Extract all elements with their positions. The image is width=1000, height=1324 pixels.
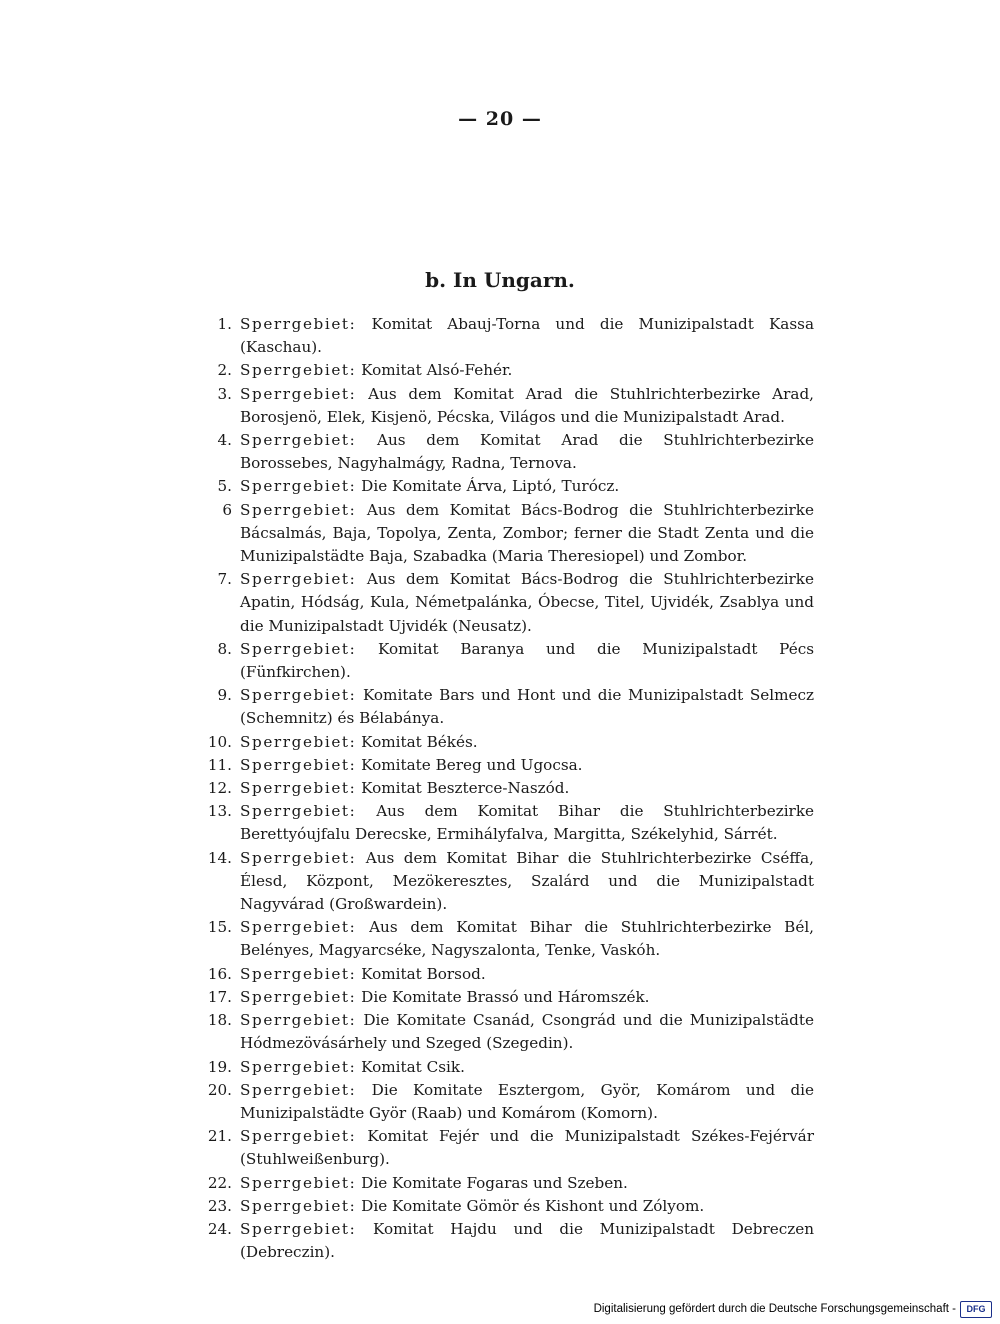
list-item	[196, 313, 814, 359]
entry-text: Aus dem Komitat Bács-Bodrog die Stuhlrichterbezirke Bácsalmás, Baja, Topolya, Zenta, Zombor; ferner die Stadt Zenta und die Munizipalstädte Baja, Szabadka (Maria Theresiopel) und Zombor.	[240, 500, 815, 566]
entry-text: Aus dem Komitat Arad die Stuhlrichterbezirke Arad, Borosjenö, Elek, Kisjenö, Pécska, Világos und die Munizipalstadt Arad.	[240, 384, 814, 426]
entry-text: Komitat Csik.	[361, 1057, 465, 1076]
entry-text: Die Komitate Esztergom, Györ, Komárom und die Munizipalstädte Györ (Raab) und Komárom (Komorn).	[240, 1080, 815, 1122]
entry-text: Die Komitate Árva, Liptó, Turócz.	[361, 477, 620, 496]
entry-text: Komitat Hajdu und die Munizipalstadt Debreczen (Debreczin).	[240, 1219, 814, 1262]
list-item	[196, 568, 814, 638]
entry-number: 16.	[207, 964, 232, 983]
list-item	[196, 777, 814, 800]
entry-number: 6	[222, 500, 232, 519]
entry-number: 5.	[217, 477, 232, 496]
list-item	[196, 916, 814, 962]
entry-number: 1.	[217, 315, 232, 333]
entry-label: Sperrgebiet:	[240, 431, 357, 450]
entry-label: Sperrgebiet:	[240, 964, 357, 983]
list-item	[196, 1195, 814, 1218]
list-item	[196, 499, 814, 569]
list-item	[196, 383, 814, 429]
entry-text: Komitat Abauj-Torna und die Munizipalstadt Kassa (Kaschau).	[240, 315, 814, 357]
entry-label: Sperrgebiet:	[240, 500, 357, 519]
list-item	[196, 638, 814, 684]
entry-text: Komitat Alsó-Fehér.	[361, 361, 513, 380]
entry-text: Komitat Békés.	[361, 732, 478, 751]
entry-text: Komitat Borsod.	[361, 964, 486, 983]
entry-text: Komitat Baranya und die Munizipalstadt Pécs (Fünfkirchen).	[240, 639, 814, 682]
entry-number: 11.	[207, 755, 232, 774]
entry-label: Sperrgebiet:	[240, 1011, 357, 1030]
entry-list	[196, 313, 814, 1264]
entry-label: Sperrgebiet:	[240, 1057, 357, 1076]
entry-number: 7.	[217, 570, 232, 589]
entry-text: Komitat Beszterce-Naszód.	[361, 779, 570, 798]
entry-number: 17.	[207, 987, 232, 1006]
entry-label: Sperrgebiet:	[240, 755, 357, 774]
entry-number: 22.	[207, 1173, 232, 1192]
entry-label: Sperrgebiet:	[240, 987, 357, 1006]
entry-text: Aus dem Komitat Bihar die Stuhlrichterbezirke Bél, Belényes, Magyarcséke, Nagyszalonta, Tenke, Vaskóh.	[240, 918, 814, 960]
list-item	[196, 1009, 814, 1055]
entry-label: Sperrgebiet:	[240, 779, 357, 798]
entry-text: Die Komitate Fogaras und Szeben.	[361, 1173, 628, 1192]
entry-text: Komitate Bars und Hont und die Munizipalstadt Selmecz (Schemnitz) és Bélabánya.	[240, 686, 814, 728]
entry-label: Sperrgebiet:	[240, 384, 357, 403]
entry-label: Sperrgebiet:	[240, 361, 357, 380]
entry-number: 12.	[207, 779, 232, 798]
entry-label: Sperrgebiet:	[240, 1127, 357, 1146]
entry-number: 20.	[207, 1080, 232, 1099]
entry-text: Die Komitate Brassó und Háromszék.	[361, 987, 650, 1006]
section-heading: b. In Ungarn.	[425, 268, 575, 292]
list-item	[196, 847, 814, 917]
entry-number: 19.	[207, 1057, 232, 1076]
entry-label: Sperrgebiet:	[240, 477, 357, 496]
entry-label: Sperrgebiet:	[240, 1219, 357, 1238]
entry-text: Aus dem Komitat Bihar die Stuhlrichterbezirke Cséffa, Élesd, Központ, Mezökeresztes, Szalárd und die Munizipalstadt Nagyvárad (Großwardein).	[240, 848, 814, 914]
list-item	[196, 359, 814, 382]
entry-text: Aus dem Komitat Bács-Bodrog die Stuhlrichterbezirke Apatin, Hódság, Kula, Németpalánka, Óbecse, Titel, Ujvidék, Zsablya und die Munizipalstadt Ujvidék (Neusatz).	[240, 570, 815, 635]
entry-number: 15.	[207, 918, 232, 937]
entry-number: 21.	[207, 1127, 232, 1146]
list-item	[196, 1125, 814, 1171]
entry-text: Die Komitate Gömör és Kishont und Zólyom.	[361, 1196, 705, 1215]
list-item	[196, 754, 814, 777]
page-number: — 20 —	[458, 108, 542, 130]
entry-label: Sperrgebiet:	[240, 848, 357, 867]
digitization-footer	[594, 1300, 992, 1318]
list-item	[196, 1056, 814, 1079]
entry-text: Aus dem Komitat Arad die Stuhlrichterbezirke Borossebes, Nagyhalmágy, Radna, Ternova.	[240, 431, 814, 473]
entry-number: 18.	[207, 1011, 232, 1030]
entry-number: 8.	[217, 639, 232, 658]
entry-text: Die Komitate Csanád, Csongrád und die Munizipalstädte Hódmezövásárhely und Szeged (Szegedin).	[240, 1011, 814, 1053]
entry-label: Sperrgebiet:	[240, 1173, 357, 1192]
entry-number: 13.	[207, 802, 232, 821]
list-item	[196, 1172, 814, 1195]
entry-text: Komitat Fejér und die Munizipalstadt Székes-Fejérvár (Stuhlweißenburg).	[240, 1127, 814, 1169]
entry-label: Sperrgebiet:	[240, 1196, 357, 1215]
entry-label: Sperrgebiet:	[240, 802, 357, 821]
list-item	[196, 1218, 814, 1264]
list-item	[196, 800, 814, 846]
list-item	[196, 1079, 814, 1125]
entry-text: Komitate Bereg und Ugocsa.	[361, 755, 583, 774]
list-item	[196, 684, 814, 730]
list-item	[196, 731, 814, 754]
entry-number: 3.	[217, 384, 232, 403]
dfg-logo-icon: DFG	[960, 1301, 992, 1318]
entry-number: 14.	[207, 848, 232, 867]
entry-number: 2.	[217, 361, 232, 380]
list-item	[196, 963, 814, 986]
entry-label: Sperrgebiet:	[240, 570, 357, 589]
entry-number: 4.	[217, 431, 232, 450]
entry-label: Sperrgebiet:	[240, 639, 357, 658]
entry-number: 24.	[207, 1219, 232, 1238]
entry-label: Sperrgebiet:	[240, 686, 357, 705]
entry-label: Sperrgebiet:	[240, 315, 357, 333]
entry-label: Sperrgebiet:	[240, 1080, 357, 1099]
entry-number: 23.	[207, 1196, 232, 1215]
list-item	[196, 429, 814, 475]
entry-number: 10.	[207, 732, 232, 751]
footer-text: Digitalisierung gefördert durch die Deutsche Forschungsgemeinschaft -	[593, 1303, 956, 1315]
entry-label: Sperrgebiet:	[240, 918, 357, 937]
entry-number: 9.	[217, 686, 232, 705]
list-item	[196, 986, 814, 1009]
list-item	[196, 475, 814, 498]
entry-label: Sperrgebiet:	[240, 732, 357, 751]
entry-text: Aus dem Komitat Bihar die Stuhlrichterbezirke Berettyóujfalu Derecske, Ermihályfalva, Margitta, Székelyhid, Sárrét.	[240, 802, 815, 844]
